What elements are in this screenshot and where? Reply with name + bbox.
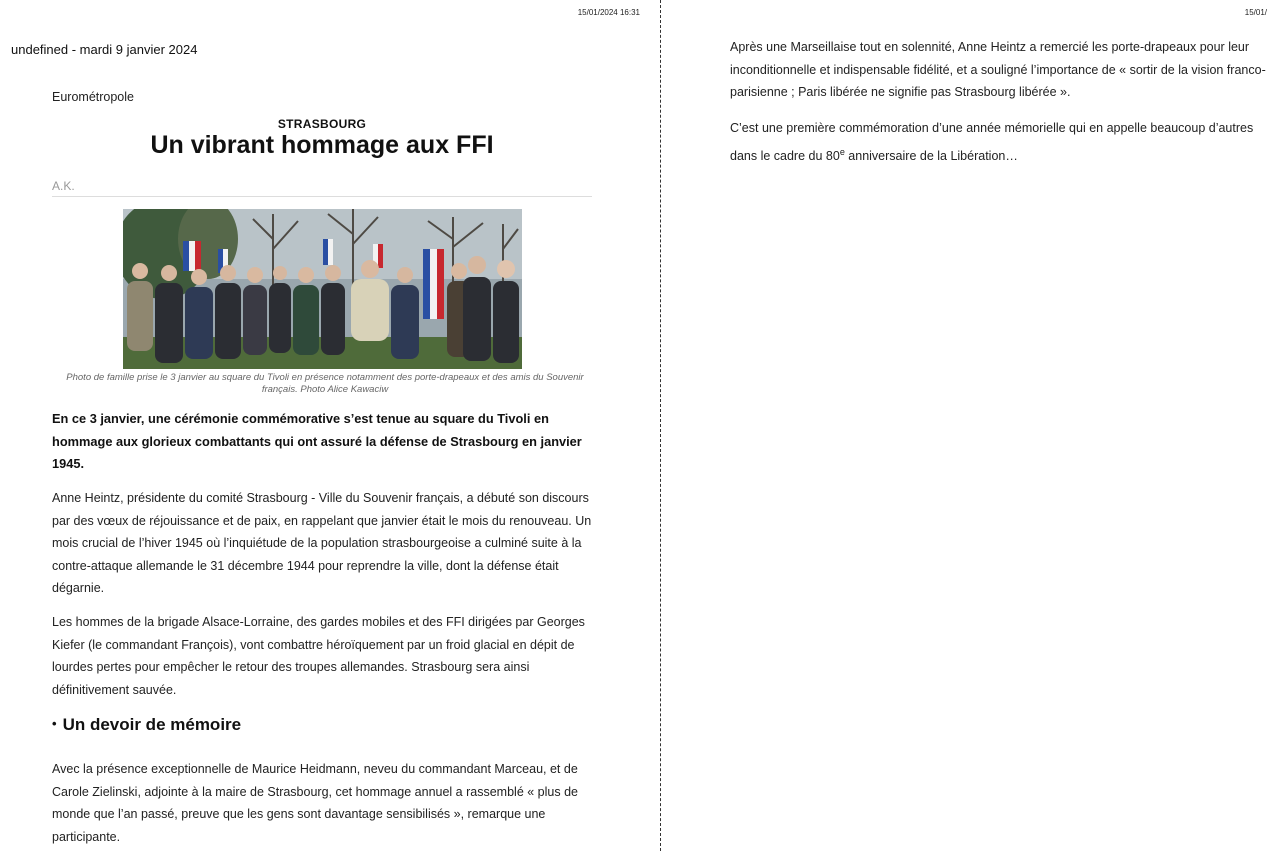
article-paragraph: Anne Heintz, présidente du comité Strasbourg - Ville du Souvenir français, a débuté son discours par des vœux de réjouissance et de paix, en rappelant que janvier était le mois du renouveau. Un mois crucial de l’hiver 1945 où l’inquiétude de la population strasbourgeoise a culminé suite à la contre-attaque allemande le 31 décembre 1944 pour reprendre la ville, dont la défense était dégarnie. <box>52 491 592 595</box>
section-label: Eurométropole <box>52 90 134 104</box>
article-kicker: STRASBOURG <box>277 117 367 131</box>
group-photo-illustration <box>123 209 522 369</box>
source-line: undefined - mardi 9 janvier 2024 <box>11 42 198 57</box>
bullet-icon: • <box>52 716 57 731</box>
paragraph-text: anniversaire de la Libération… <box>844 149 1018 164</box>
print-timestamp: 15/01/ <box>1244 8 1267 17</box>
article-paragraph <box>730 116 1270 168</box>
print-timestamp: 15/01/2024 16:31 <box>577 8 640 17</box>
ordinal-superscript: e <box>839 147 845 157</box>
paragraph-text: C’est une première commémoration d’une année mémorielle qui en appelle beaucoup d’autres dans le cadre du 80 <box>730 121 1254 164</box>
photo-caption: Photo de famille prise le 3 janvier au square du Tivoli en présence notamment des porte-drapeaux et des amis du Souvenir français. Photo Alice Kawaciw <box>66 372 584 395</box>
page-divider <box>660 0 661 851</box>
article-author: A.K. <box>52 179 592 197</box>
article-photo <box>123 209 522 369</box>
article-lead: En ce 3 janvier, une cérémonie commémorative s’est tenue au square du Tivoli en hommage aux glorieux combattants qui ont assuré la défense de Strasbourg en janvier 1945. <box>52 411 582 471</box>
article-title: Un vibrant hommage aux FFI <box>150 131 494 159</box>
subheading-text: Un devoir de mémoire <box>62 715 242 734</box>
article-subheading <box>52 715 592 735</box>
article-paragraph: Après une Marseillaise tout en solennité, Anne Heintz a remercié les porte-drapeaux pour leur inconditionnelle et indispensable fidélité, et a souligné l’importance de « sortir de la vision franco-parisienne ; Paris libérée ne signifie pas Strasbourg libérée ». <box>730 40 1266 99</box>
article-paragraph: Les hommes de la brigade Alsace-Lorraine, des gardes mobiles et des FFI dirigées par Georges Kiefer (le commandant François), vont combattre héroïquement par un froid glacial en dépit de lourdes pertes pour empêcher le retour des troupes allemandes. Strasbourg sera ainsi définitivement sauvée. <box>52 615 585 697</box>
right-page <box>662 0 1273 851</box>
article-paragraph: Avec la présence exceptionnelle de Maurice Heidmann, neveu du commandant Marceau, et de Carole Zielinski, adjointe à la maire de Strasbourg, cet hommage annuel a rassemblé « plus de monde que l’an passé, preuve que les gens sont davantage sensibilisés », remarque une participante. <box>52 762 578 844</box>
